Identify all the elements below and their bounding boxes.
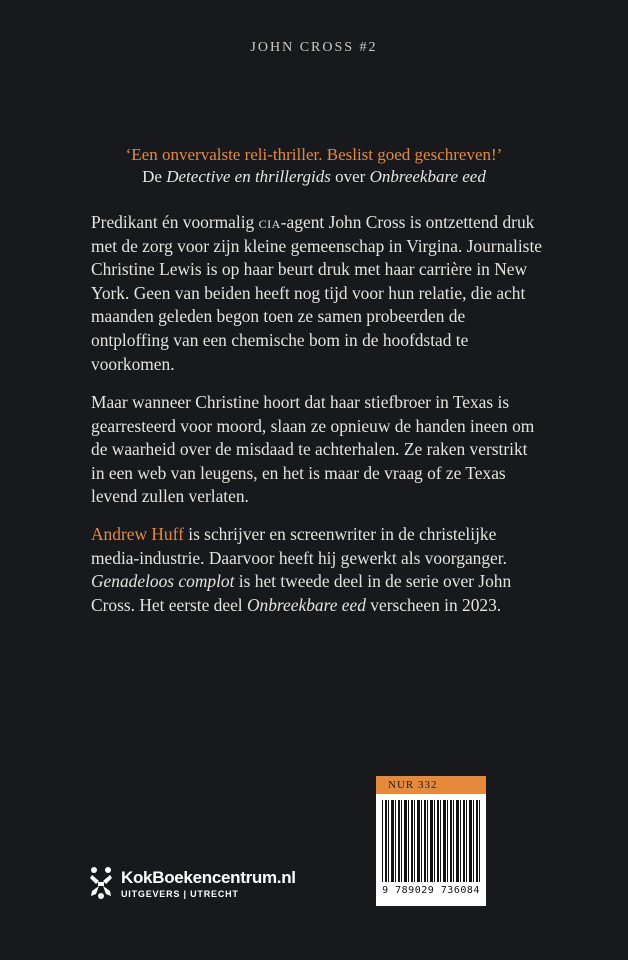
p1-acronym: cia — [258, 212, 281, 232]
barcode-box — [376, 794, 486, 906]
isbn-number: 9 789029 736084 — [382, 885, 480, 896]
review-quote-block — [60, 144, 568, 188]
p1-text-end: -agent John Cross is ontzettend druk met de zorg voor zijn kleine gemeenschap in Virgina. Journaliste Christine Lewis is op haar beurt druk met haar carrière in New York. Geen van beiden heeft nog tijd voor hun relatie, die acht maanden geleden begon toen ze samen probeerden de ontploffing van een chemische bom in de hoofdstad te voorkomen. — [91, 212, 542, 374]
series-title: JOHN CROSS #2 — [250, 40, 378, 55]
blurb-paragraph-2: Maar wanneer Christine hoort dat haar stiefbroer in Texas is gearresteerd voor moord, slaan ze opnieuw de handen ineen om de waarheid over de misdaad te achterhalen. Ze raken verstrikt in een web van leugens, en het is maar de vraag of ze Texas levend zullen verlaten. — [91, 392, 535, 507]
book-title-previous: Onbreekbare eed — [246, 594, 366, 615]
book-title-current: Genadeloos complot — [91, 571, 235, 592]
publisher-tagline: UITGEVERS | UTRECHT — [121, 888, 239, 899]
author-name: Andrew Huff — [91, 524, 184, 544]
bio-text-1: is schrijver en screenwriter in de christelijke media-industrie. Daarvoor heeft hij gewerkt als voorganger. — [91, 524, 507, 568]
attribution-mid: over — [330, 167, 370, 186]
review-quote: ‘Een onvervalste reli-thriller. Beslist goed geschreven!’ — [125, 145, 503, 164]
publisher-name: KokBoekencentrum.nl — [121, 867, 296, 887]
bio-text-2: is het tweede deel in de serie over John Cross. Het eerste deel — [91, 571, 512, 615]
review-attribution — [60, 166, 568, 188]
attribution-book: Onbreekbare eed — [369, 167, 486, 186]
publisher-logo — [89, 866, 296, 900]
p1-text-start: Predikant én voormalig — [91, 212, 259, 232]
nur-label: NUR 332 — [376, 776, 486, 794]
blurb-paragraph-1 — [91, 211, 543, 376]
barcode-icon — [382, 800, 480, 882]
author-bio-paragraph — [91, 523, 543, 617]
publisher-logo-icon — [89, 866, 113, 900]
bio-text-3: verscheen in 2023. — [365, 594, 502, 615]
attribution-source: Detective en thrillergids — [166, 167, 331, 186]
attribution-prefix: De — [142, 167, 167, 186]
